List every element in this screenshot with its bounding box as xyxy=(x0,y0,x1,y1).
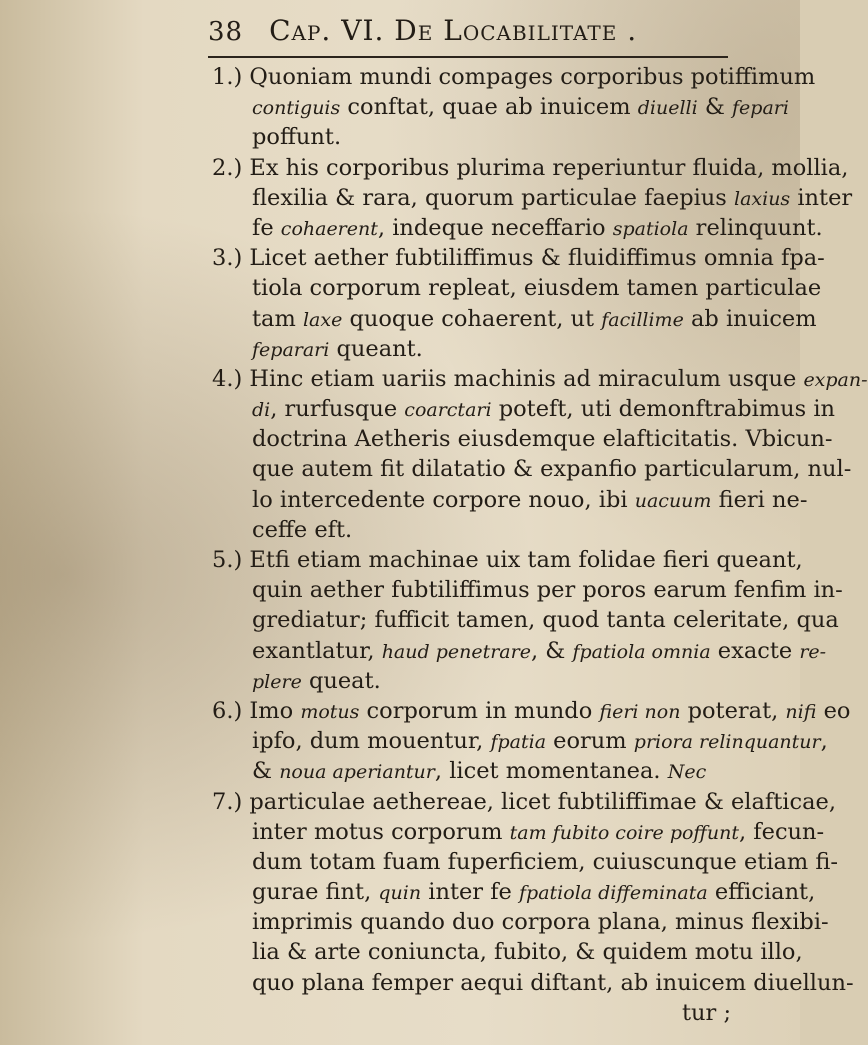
text-line xyxy=(212,213,823,243)
text-segment: diuelli xyxy=(637,97,698,120)
text-segment: flexilia & rara, quorum particulae faepius xyxy=(252,184,734,211)
text-segment: tam fubito coire poffunt xyxy=(509,821,739,844)
text-segment: motus xyxy=(300,700,360,723)
text-segment: doctrina Aetheris eiusdemque elafticitatis. Vbicun- xyxy=(252,426,833,453)
text-line xyxy=(212,92,792,122)
text-segment: laxe xyxy=(302,308,343,331)
text-segment: facillime xyxy=(601,308,684,331)
text-segment: poterat, xyxy=(680,697,786,724)
text-line xyxy=(212,575,843,605)
text-segment: lo intercedente corpore nouo, ibi xyxy=(252,486,635,513)
text-line xyxy=(212,937,803,967)
text-segment: corporum in mundo xyxy=(359,697,600,724)
text-segment: relinquunt. xyxy=(688,214,823,241)
text-line xyxy=(212,545,803,575)
text-segment: di xyxy=(252,399,271,422)
text-segment: fpatiola diffeminata xyxy=(519,882,708,905)
text-segment: , xyxy=(820,728,828,755)
text-segment: exacte xyxy=(710,637,800,664)
text-segment: ceffe eft. xyxy=(252,516,353,543)
text-segment: quin aether fubtiliffimus per poros earum fenfim in- xyxy=(252,577,843,604)
text-segment: eorum xyxy=(546,728,634,755)
text-line xyxy=(212,877,816,907)
text-segment: cohaerent xyxy=(280,217,378,240)
text-segment: , rurfusque xyxy=(270,396,405,423)
text-segment: quo plana femper aequi diftant, ab inuicem diuellun- xyxy=(252,969,854,996)
page-header xyxy=(208,14,728,54)
text-line xyxy=(212,243,825,273)
text-segment: feparari xyxy=(252,338,330,361)
text-segment: 6.) Imo xyxy=(212,697,301,724)
text-segment: quoque cohaerent, ut xyxy=(342,305,602,332)
text-segment: re- xyxy=(799,640,827,663)
text-segment: plere xyxy=(252,670,302,693)
body-text xyxy=(212,62,868,1028)
header-rule xyxy=(208,56,728,58)
text-segment: ab inuicem xyxy=(683,305,817,332)
text-segment: imprimis quando duo corpora plana, minus flexibi- xyxy=(252,909,829,936)
text-segment: coarctari xyxy=(404,399,492,422)
text-segment: inter motus corporum xyxy=(252,818,510,845)
running-title: Cap. VI. De Locabilitate . xyxy=(269,14,638,47)
text-segment: inter xyxy=(790,184,853,211)
text-line xyxy=(212,998,792,1028)
text-segment: haud penetrare xyxy=(381,640,531,663)
text-segment: exantlatur, xyxy=(252,637,382,664)
text-segment: tiola corporum repleat, eiusdem tamen particulae xyxy=(252,275,822,302)
text-segment: gurae fint, xyxy=(252,879,379,906)
text-segment: spatiola xyxy=(612,217,689,240)
text-segment: noua aperiantur xyxy=(279,761,435,784)
text-segment: fepari xyxy=(732,97,789,120)
text-segment: contiguis xyxy=(252,97,341,120)
text-segment: & xyxy=(252,758,280,785)
text-segment: , indeque neceffario xyxy=(377,214,613,241)
text-line xyxy=(212,756,792,786)
text-segment: & xyxy=(697,94,733,121)
text-segment: efficiant, xyxy=(707,879,816,906)
text-line xyxy=(212,726,828,756)
text-segment: grediatur; fufficit tamen, quod tanta celeritate, qua xyxy=(252,607,839,634)
text-line xyxy=(212,334,792,364)
text-line xyxy=(212,515,792,545)
text-line xyxy=(212,454,852,484)
page-number: 38 xyxy=(208,17,244,47)
text-segment: priora relinquantur xyxy=(633,731,821,754)
text-segment: quin xyxy=(378,882,422,905)
text-segment: 1.) Quoniam mundi compages corporibus potiffimum xyxy=(212,64,816,90)
text-segment: laxius xyxy=(734,187,791,210)
text-segment: queat. xyxy=(301,667,381,694)
text-segment: 5.) Etfi etiam machinae uix tam folidae fieri queant, xyxy=(212,547,803,573)
text-segment: que autem fit dilatatio & expanfio particularum, nul- xyxy=(252,456,852,483)
text-line xyxy=(212,122,792,152)
text-segment: fe xyxy=(252,214,281,241)
text-line xyxy=(212,273,822,303)
text-segment: , licet momentanea. xyxy=(434,758,668,785)
text-line xyxy=(212,817,825,847)
text-line xyxy=(212,62,816,92)
text-segment: uacuum xyxy=(634,489,712,512)
text-segment: poffunt. xyxy=(252,124,342,151)
text-line xyxy=(212,304,817,334)
text-segment: 2.) Ex his corporibus plurima reperiuntur fluida, mollia, xyxy=(212,154,849,181)
text-line xyxy=(212,636,827,666)
text-segment: conftat, quae ab inuicem xyxy=(340,94,638,121)
text-segment: eo xyxy=(816,697,851,724)
text-line xyxy=(212,485,808,515)
text-segment: nifi xyxy=(785,700,817,723)
text-segment: , & xyxy=(530,637,573,664)
text-segment: dum totam fuam fuperficiem, cuiuscunque etiam fi- xyxy=(252,848,839,875)
text-line xyxy=(212,847,839,877)
text-segment: 7.) particulae aethereae, licet fubtiliffimae & elafticae, xyxy=(212,788,836,815)
text-line xyxy=(212,787,836,817)
text-segment: inter fe xyxy=(421,879,520,906)
text-segment: tur ; xyxy=(682,999,732,1026)
text-line xyxy=(212,364,868,394)
text-segment: 3.) Licet aether fubtiliffimus & fluidiffimus omnia fpa- xyxy=(212,245,825,272)
text-segment: tam xyxy=(252,305,303,332)
text-segment: expan- xyxy=(803,368,868,391)
text-segment: fpatia xyxy=(490,731,547,754)
text-segment: fieri ne- xyxy=(711,486,808,513)
text-line xyxy=(212,666,792,696)
text-line xyxy=(212,183,853,213)
text-segment: poteft, uti demonftrabimus in xyxy=(491,396,836,423)
text-line xyxy=(212,968,854,998)
text-segment: 4.) Hinc etiam uariis machinis ad miraculum usque xyxy=(212,365,804,392)
text-line xyxy=(212,696,851,726)
text-segment: ipfo, dum mouentur, xyxy=(252,728,491,755)
text-segment: fpatiola omnia xyxy=(572,640,711,663)
text-segment: lia & arte coniuncta, fubito, & quidem motu illo, xyxy=(252,939,803,966)
text-segment: , fecun- xyxy=(739,818,825,845)
text-line xyxy=(212,605,839,635)
text-segment: queant. xyxy=(329,335,423,362)
text-line xyxy=(212,907,829,937)
text-line xyxy=(212,153,849,183)
text-line xyxy=(212,424,833,454)
text-line xyxy=(212,394,836,424)
text-segment: Nec xyxy=(667,761,707,784)
text-segment: fieri non xyxy=(599,700,681,723)
